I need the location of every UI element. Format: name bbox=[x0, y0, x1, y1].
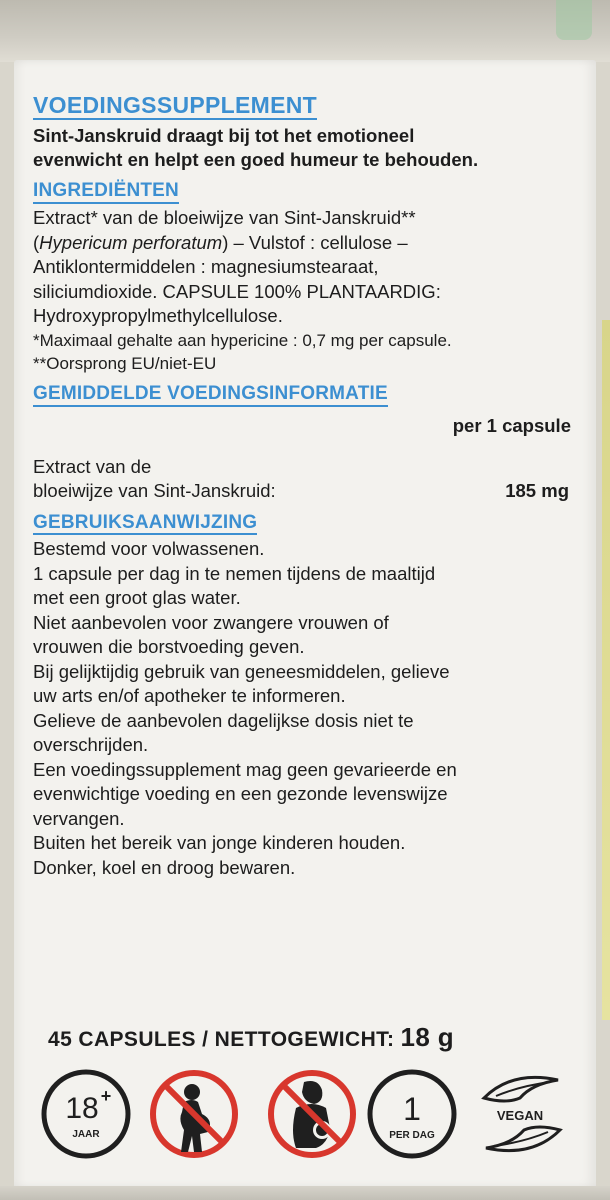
ingredients-text bbox=[33, 206, 573, 329]
health-claim-line: evenwicht en helpt een goed humeur te behouden. bbox=[33, 149, 479, 171]
ingredients-paren: ( bbox=[33, 231, 40, 253]
age-unit: JAAR bbox=[72, 1129, 100, 1140]
ingredients-line: Hydroxypropylmethylcellulose. bbox=[33, 305, 283, 327]
usage-line: Een voedingssupplement mag geen gevarieerde en bbox=[33, 758, 457, 780]
net-content bbox=[48, 1022, 568, 1053]
package-top-edge bbox=[0, 0, 610, 62]
ingredient-notes bbox=[33, 329, 573, 375]
nutrition-value: 185 mg bbox=[505, 480, 569, 502]
ingredients-paren: ) bbox=[222, 231, 229, 253]
usage-line: Buiten het bereik van jonge kinderen houden. bbox=[33, 832, 406, 854]
nutrition-row bbox=[33, 455, 573, 504]
usage-line: Gelieve de aanbevolen dagelijkse dosis niet te bbox=[33, 709, 414, 731]
no-breastfeeding-icon bbox=[266, 1068, 358, 1160]
age-18-plus-icon bbox=[40, 1068, 132, 1160]
note-line: **Oorsprong EU/niet-EU bbox=[33, 353, 217, 373]
usage-line: 1 capsule per dag in te nemen tijdens de maaltijd bbox=[33, 562, 436, 584]
package-bottom-edge bbox=[0, 1186, 610, 1200]
health-claim-line: Sint-Janskruid draagt bij tot het emotioneel bbox=[33, 125, 415, 147]
net-content-label: 45 CAPSULES / NETTOGEWICHT: bbox=[48, 1028, 395, 1051]
nutrition-item-line: Extract van de bbox=[33, 455, 152, 477]
usage-line: Niet aanbevolen voor zwangere vrouwen of bbox=[33, 611, 389, 633]
usage-line: Bij gelijktijdig gebruik van geneesmiddelen, gelieve bbox=[33, 660, 450, 682]
usage-line: evenwichtige voeding en een gezonde levenswijze bbox=[33, 783, 448, 805]
no-pregnant-icon bbox=[148, 1068, 240, 1160]
pictogram-row bbox=[40, 1068, 580, 1162]
ingredients-line: Antiklontermiddelen : magnesiumstearaat, bbox=[33, 256, 379, 278]
usage-line: vervangen. bbox=[33, 807, 125, 829]
ingredients-line: – Vulstof : cellulose – bbox=[228, 231, 408, 253]
usage-line: Bestemd voor volwassenen. bbox=[33, 538, 265, 560]
usage-heading: GEBRUIKSAANWIJZING bbox=[33, 512, 257, 536]
ingredients-line: Extract* van de bloeiwijze van Sint-Janskruid** bbox=[33, 207, 416, 229]
one-per-day-icon bbox=[366, 1068, 458, 1160]
package-top-stripe bbox=[556, 0, 592, 40]
age-plus: + bbox=[100, 1086, 112, 1106]
ingredients-heading: INGREDIËNTEN bbox=[33, 180, 179, 204]
vegan-leaf-icon bbox=[472, 1068, 572, 1160]
vegan-label: VEGAN bbox=[496, 1108, 544, 1123]
package-right-edge bbox=[602, 320, 610, 1020]
usage-text bbox=[33, 537, 573, 880]
age-number: 18 bbox=[65, 1092, 99, 1125]
usage-line: met een groot glas water. bbox=[33, 587, 241, 609]
usage-line: uw arts en/of apotheker te informeren. bbox=[33, 685, 346, 707]
nutrition-heading: GEMIDDELDE VOEDINGSINFORMATIE bbox=[33, 383, 388, 407]
ingredients-line: siliciumdioxide. CAPSULE 100% PLANTAARDIG: bbox=[33, 280, 441, 302]
nutrition-per-capsule: per 1 capsule bbox=[452, 414, 571, 436]
net-weight: 18 g bbox=[400, 1022, 455, 1052]
ingredients-latin-name: Hypericum perforatum bbox=[39, 231, 223, 253]
health-claim bbox=[33, 124, 573, 172]
usage-line: overschrijden. bbox=[33, 734, 149, 756]
usage-line: Donker, koel en droog bewaren. bbox=[33, 856, 296, 878]
usage-line: vrouwen die borstvoeding geven. bbox=[33, 636, 305, 658]
label-title: VOEDINGSSUPPLEMENT bbox=[33, 92, 317, 120]
nutrition-item bbox=[33, 455, 276, 504]
label-content bbox=[33, 92, 573, 880]
nutrition-item-line: bloeiwijze van Sint-Janskruid: bbox=[33, 480, 276, 502]
dose-unit: PER DAG bbox=[389, 1130, 435, 1141]
dose-number: 1 bbox=[403, 1091, 421, 1127]
note-line: *Maximaal gehalte aan hypericine : 0,7 mg per capsule. bbox=[33, 330, 452, 350]
